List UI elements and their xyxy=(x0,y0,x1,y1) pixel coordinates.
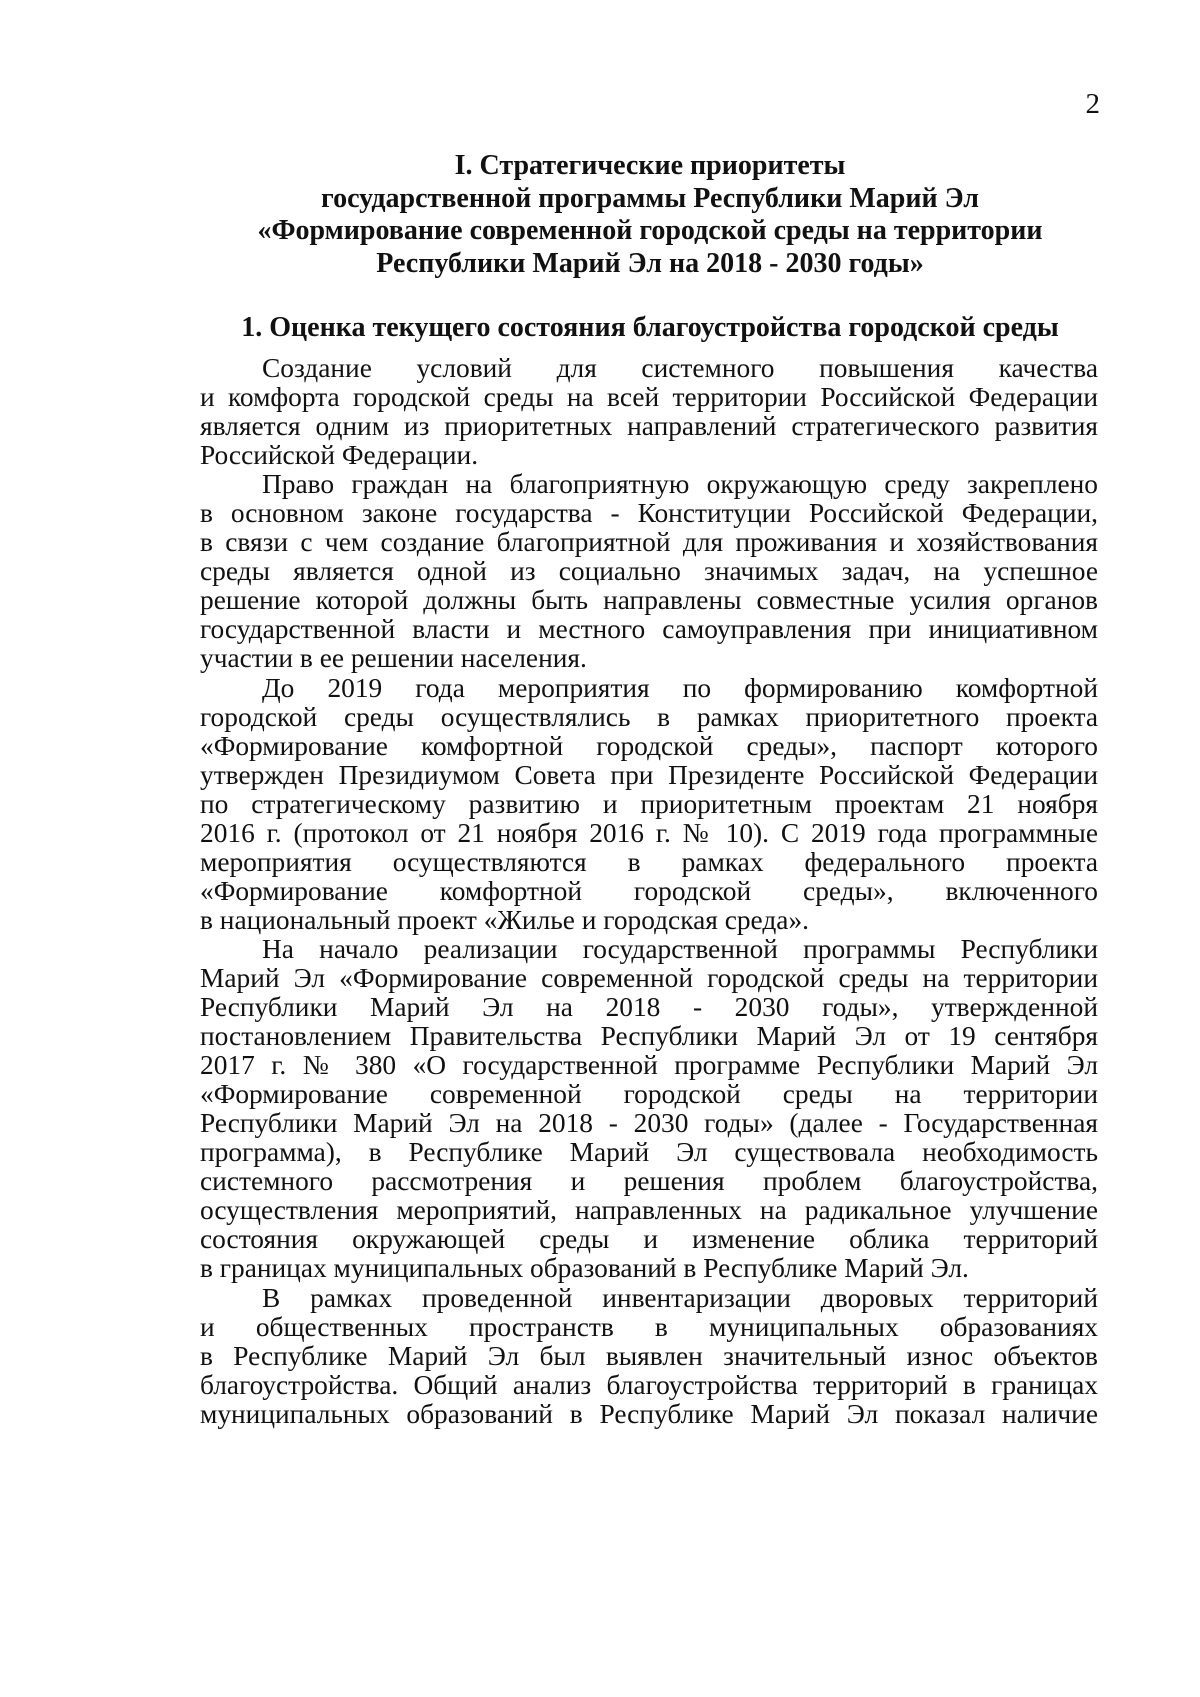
paragraph-line: в границах муниципальных образований в Республике Марий Эл. xyxy=(200,1253,969,1284)
paragraph xyxy=(200,935,1098,1284)
paragraph-line: осуществления мероприятий, направленных на радикальное улучшение xyxy=(200,1195,1098,1226)
paragraph-line: государственной власти и местного самоуправления при инициативном xyxy=(200,614,1098,645)
paragraph-line: «Формирование комфортной городской среды», включенного xyxy=(200,875,1098,906)
page-number: 2 xyxy=(1085,88,1100,120)
paragraph-line: В рамках проведенной инвентаризации дворовых территорий xyxy=(262,1282,1098,1313)
paragraph-line: На начало реализации государственной программы Республики xyxy=(262,933,1098,964)
paragraph xyxy=(200,1284,1098,1429)
heading-line: I. Стратегические приоритеты xyxy=(454,150,846,181)
paragraph-line: решение которой должны быть направлены совместные усилия органов xyxy=(200,585,1098,616)
body-text xyxy=(200,354,1098,1429)
paragraph-line: и общественных пространств в муниципальных образованиях xyxy=(200,1311,1098,1342)
paragraph-line: среды является одной из социально значимых задач, на успешное xyxy=(200,556,1098,587)
paragraph-line: благоустройства. Общий анализ благоустройства территорий в границах xyxy=(200,1369,1098,1400)
paragraph-line: участии в ее решении населения. xyxy=(200,643,587,674)
paragraph-line: по стратегическому развитию и приоритетным проектам 21 ноября xyxy=(200,788,1098,819)
paragraph xyxy=(200,470,1098,673)
paragraph-line: в национальный проект «Жилье и городская среда». xyxy=(200,904,809,935)
paragraph-line: Республики Марий Эл на 2018 - 2030 годы» (далее - Государственная xyxy=(200,1108,1098,1139)
paragraph xyxy=(200,674,1098,935)
paragraph-line: 2016 г. (протокол от 21 ноября 2016 г. № 10). С 2019 года программные xyxy=(200,817,1098,848)
paragraph-line: муниципальных образований в Республике Марий Эл показал наличие xyxy=(200,1398,1098,1429)
paragraph-line: Создание условий для системного повышения качества xyxy=(262,353,1098,383)
paragraph-line: утвержден Президиумом Совета при Президенте Российской Федерации xyxy=(200,759,1098,790)
section-heading xyxy=(200,150,1100,280)
paragraph-line: в основном законе государства - Конституции Российской Федерации, xyxy=(200,498,1098,529)
paragraph-line: Российской Федерации. xyxy=(200,440,479,471)
paragraph-line: постановлением Правительства Республики Марий Эл от 19 сентября xyxy=(200,1021,1098,1052)
heading-line: государственной программы Республики Марий Эл xyxy=(321,182,979,214)
paragraph-line: До 2019 года мероприятия по формированию комфортной xyxy=(262,672,1098,703)
paragraph-line: мероприятия осуществляются в рамках федерального проекта xyxy=(200,846,1098,877)
paragraph-line: Право граждан на благоприятную окружающую среду закреплено xyxy=(262,469,1098,500)
paragraph-line: системного рассмотрения и решения проблем благоустройства, xyxy=(200,1166,1098,1197)
paragraph xyxy=(200,354,1098,470)
paragraph-line: городской среды осуществлялись в рамках приоритетного проекта xyxy=(200,701,1098,732)
paragraph-line: и комфорта городской среды на всей территории Российской Федерации xyxy=(200,382,1098,413)
paragraph-line: Республики Марий Эл на 2018 - 2030 годы», утвержденной xyxy=(200,992,1098,1023)
subsection-heading: 1. Оценка текущего состояния благоустройства городской среды xyxy=(241,312,1059,343)
paragraph-line: программа), в Республике Марий Эл существовала необходимость xyxy=(200,1137,1098,1168)
paragraph-line: «Формирование комфортной городской среды», паспорт которого xyxy=(200,730,1098,761)
paragraph-line: состояния окружающей среды и изменение облика территорий xyxy=(200,1224,1098,1255)
paragraph-line: 2017 г. № 380 «О государственной программе Республики Марий Эл xyxy=(200,1050,1098,1081)
paragraph-line: в Республике Марий Эл был выявлен значительный износ объектов xyxy=(200,1340,1098,1371)
heading-line: «Формирование современной городской среды на территории xyxy=(257,215,1043,246)
paragraph-line: является одним из приоритетных направлений стратегического развития xyxy=(200,411,1098,442)
heading-line: Республики Марий Эл на 2018 - 2030 годы» xyxy=(376,247,924,279)
paragraph-line: Марий Эл «Формирование современной городской среды на территории xyxy=(200,962,1098,993)
paragraph-line: в связи с чем создание благоприятной для проживания и хозяйствования xyxy=(200,527,1098,558)
paragraph-line: «Формирование современной городской среды на территории xyxy=(200,1079,1098,1110)
